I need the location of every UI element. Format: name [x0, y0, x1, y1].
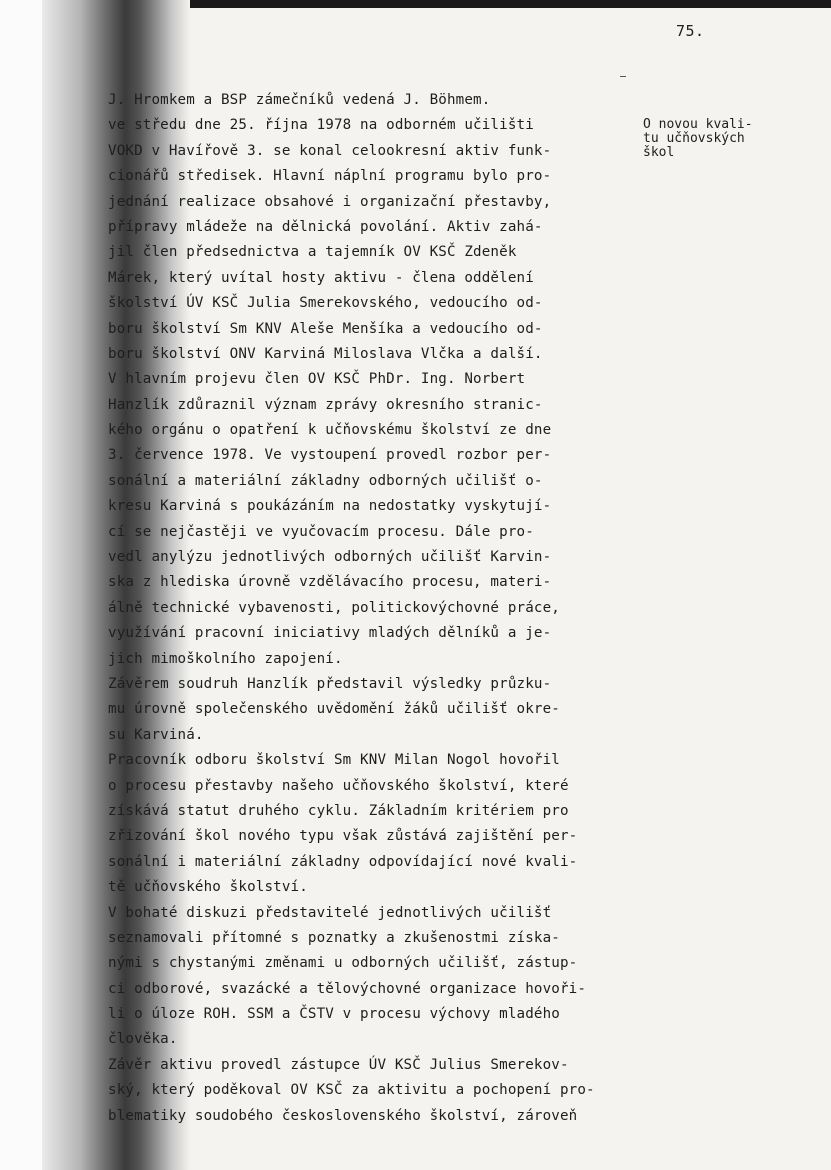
text-line: ci odborové, svazácké a tělovýchovné organizace hovoři-	[108, 980, 587, 997]
text-line: tě učňovského školství.	[108, 879, 308, 896]
text-line: využívání pracovní iniciativy mladých dělníků a je-	[108, 625, 552, 642]
text-line: kresu Karviná s poukázáním na nedostatky vyskytují-	[108, 498, 552, 515]
text-line: sonální i materiální základny odpovídající nové kvali-	[108, 853, 578, 870]
text-line: ský, který poděkoval OV KSČ za aktivitu a pochopení pro-	[108, 1082, 595, 1099]
text-line: boru školství Sm KNV Aleše Menšíka a vedoucího od-	[108, 320, 543, 337]
text-line: sonální a materiální základny odborných učilišť o-	[108, 472, 543, 489]
margin-note-line: O novou kvali-	[643, 117, 753, 132]
text-line: zřizování škol nového typu však zůstává zajištění per-	[108, 828, 578, 845]
text-line: jednání realizace obsahové i organizační přestavby,	[108, 193, 552, 210]
text-line: blematiky soudobého československého školství, zároveň	[108, 1107, 578, 1124]
text-line: ve středu dne 25. října 1978 na odborném učilišti	[108, 117, 534, 134]
text-line: cionářů středisek. Hlavní náplní programu bylo pro-	[108, 168, 552, 185]
text-line: Hanzlík zdůraznil význam zprávy okresního stranic-	[108, 396, 543, 413]
text-line: Závěrem soudruh Hanzlík představil výsledky průzku-	[108, 675, 552, 692]
text-line: o procesu přestavby našeho učňovského školství, které	[108, 777, 569, 794]
text-line: přípravy mládeže na dělnická povolání. Aktiv zahá-	[108, 218, 543, 235]
text-line: seznamovali přítomné s poznatky a zkušenostmi získa-	[108, 929, 560, 946]
text-line: boru školství ONV Karviná Miloslava Vlčka a další.	[108, 345, 543, 362]
text-line: získává statut druhého cyklu. Základním kritériem pro	[108, 802, 569, 819]
text-line: J. Hromkem a BSP zámečníků vedená J. Böhmem.	[108, 92, 491, 108]
text-line: člověka.	[108, 1031, 178, 1048]
text-line: su Karviná.	[108, 726, 204, 743]
text-line: nými s chystanými změnami u odborných učilišť, zástup-	[108, 955, 578, 972]
margin-note-line: tu učňovských	[643, 131, 745, 146]
text-line: 3. července 1978. Ve vystoupení provedl rozbor per-	[108, 447, 552, 464]
text-line: Márek, který uvítal hosty aktivu - člena oddělení	[108, 269, 534, 286]
text-line: školství ÚV KSČ Julia Smerekovského, vedoucího od-	[108, 295, 543, 312]
margin-mark	[620, 76, 626, 77]
text-line: V hlavním projevu člen OV KSČ PhDr. Ing. Norbert	[108, 371, 526, 388]
text-line: cí se nejčastěji ve vyučovacím procesu. Dále pro-	[108, 523, 534, 540]
text-line: vedl anylýzu jednotlivých odborných učilišť Karvin-	[108, 549, 552, 566]
margin-note	[643, 118, 813, 160]
text-line: jich mimoškolního zapojení.	[108, 650, 343, 667]
text-line: li o úloze ROH. SSM a ČSTV v procesu výchovy mladého	[108, 1006, 560, 1023]
text-line: mu úrovně společenského uvědomění žáků učilišť okre-	[108, 701, 560, 718]
text-line: Pracovník odboru školství Sm KNV Milan Nogol hovořil	[108, 752, 560, 769]
text-line: ska z hlediska úrovně vzdělávacího procesu, materi-	[108, 574, 552, 591]
text-line: V bohaté diskuzi představitelé jednotlivých učilišť	[108, 904, 552, 921]
page-number: 75.	[676, 22, 705, 40]
text-line: Závěr aktivu provedl zástupce ÚV KSČ Julius Smerekov-	[108, 1056, 569, 1073]
text-line: VOKD v Havířově 3. se konal celookresní aktiv funk-	[108, 142, 552, 159]
scan-margin	[0, 0, 42, 1170]
body-text	[108, 88, 648, 1129]
margin-note-line: škol	[643, 145, 675, 160]
text-line: álně technické vybavenosti, politickovýchovné práce,	[108, 599, 560, 616]
text-line: kého orgánu o opatření k učňovskému školství ze dne	[108, 422, 552, 439]
text-line: jil člen předsednictva a tajemník OV KSČ Zdeněk	[108, 244, 517, 261]
